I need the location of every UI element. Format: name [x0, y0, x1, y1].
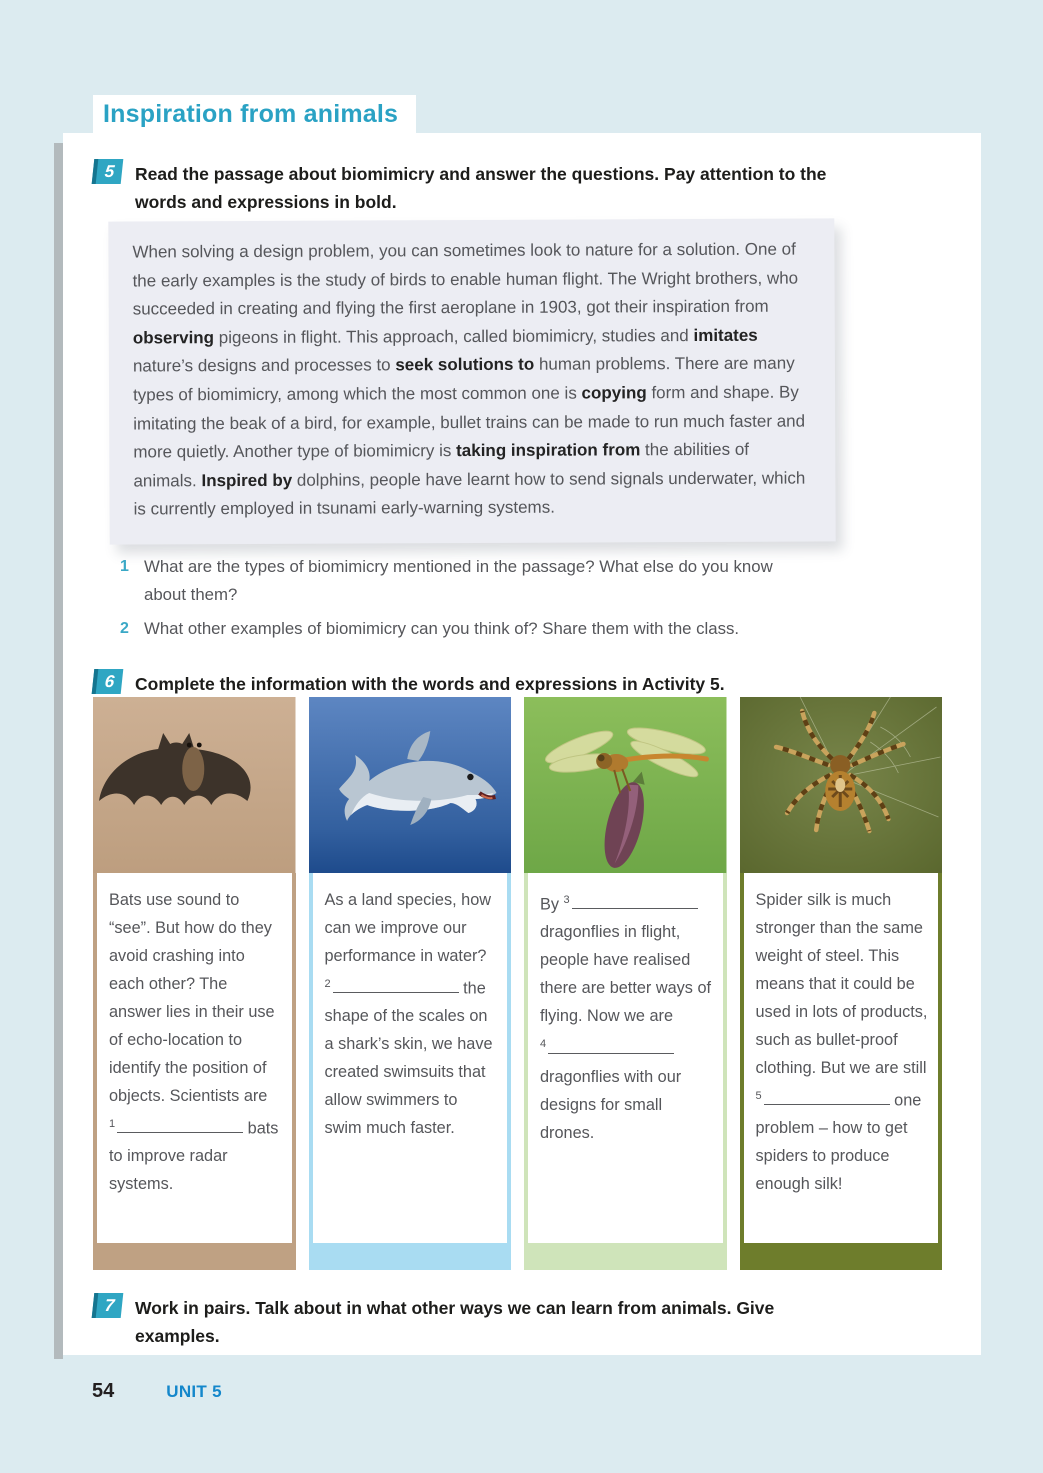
text-run: bats to improve radar systems.	[109, 1119, 279, 1194]
animal-cards	[93, 697, 942, 1270]
spider-card	[740, 697, 943, 1270]
spider-photo	[740, 697, 943, 873]
text-run: the shape of the scales on a shark’s skin, we have created swimsuits that allow swimmers to swim much faster.	[324, 979, 493, 1138]
activity-7-badge: 7	[92, 1293, 124, 1318]
dragonfly-accent-bar	[524, 1243, 727, 1270]
unit-label: UNIT 5	[166, 1382, 222, 1401]
blank-number: 2	[324, 978, 331, 990]
text-run: dragonflies with our designs for small drones.	[540, 1067, 682, 1142]
page-title: Inspiration from animals	[103, 100, 399, 128]
page-title-band	[93, 95, 416, 136]
text-run: dolphins, people have learnt how to send signals underwater, which is currently employed in tsunami early-warning systems.	[133, 468, 806, 519]
spider-image	[740, 697, 943, 873]
activity-5-instruction: Read the passage about biomimicry and answer the questions. Pay attention to the words and expressions in bold.	[135, 164, 827, 212]
bold-term: taking inspiration from	[456, 440, 641, 461]
shark-photo	[309, 697, 512, 873]
blank-number: 1	[109, 1118, 116, 1130]
fill-in-blank-2[interactable]	[325, 970, 459, 1002]
bold-term: Inspired by	[201, 470, 293, 490]
bold-term: imitates	[693, 325, 758, 345]
content-panel	[63, 133, 981, 1355]
blank-number: 3	[563, 894, 570, 906]
bold-term: seek solutions to	[395, 355, 535, 375]
activity-7-header	[93, 1294, 855, 1350]
text-run: human problems. There are many types of biomimicry, among which the most common one is	[133, 353, 795, 405]
question-row	[120, 615, 820, 643]
bat-accent-bar	[93, 1243, 296, 1270]
text-run: When solving a design problem, you can sometimes look to nature for a solution. One of the early examples is the study of birds to enable human flight. The Wright brothers, who succeeded in creating and flying the first aeroplane in 1903, got their inspiration from	[132, 239, 799, 319]
bold-term: observing	[132, 327, 215, 348]
spider-accent-bar	[740, 1243, 943, 1270]
activity-7-instruction: Work in pairs. Talk about in what other ways we can learn from animals. Give examples.	[135, 1298, 775, 1346]
bat-image	[93, 697, 296, 873]
question-number: 1	[120, 558, 129, 575]
text-run: Spider silk is much stronger than the same weight of steel. This means that it could be used in lots of products, such as bullet-proof clothing. But we are still	[755, 891, 928, 1077]
activity-6-instruction: Complete the information with the words and expressions in Activity 5.	[135, 674, 725, 694]
fill-in-blank-4[interactable]	[540, 1030, 674, 1062]
shark-image	[309, 697, 512, 873]
activity-6-badge: 6	[92, 669, 124, 694]
bold-term: copying	[581, 383, 647, 403]
biomimicry-passage	[108, 218, 835, 544]
text-run: nature’s designs and processes to	[132, 355, 396, 376]
shark-accent-bar	[309, 1243, 512, 1270]
bat-photo	[93, 697, 296, 873]
bat-card-text	[93, 873, 296, 1243]
text-run: form and shape. By imitating the beak of a bird, for example, bullet trains can be made to run much faster and more quietly. Another type of biomimicry is	[133, 382, 806, 462]
spider-card-text	[740, 873, 943, 1243]
text-run: dragonflies in flight, people have realised there are better ways of flying. Now we are	[540, 923, 712, 1026]
dragonfly-image	[524, 697, 727, 873]
dragonfly-photo	[524, 697, 727, 873]
dragonfly-card-text	[524, 873, 727, 1243]
page-number: 54	[92, 1380, 115, 1402]
fill-in-blank-3[interactable]	[564, 886, 698, 918]
text-run: By	[540, 895, 564, 914]
blank-line	[333, 979, 459, 993]
dragonfly-card	[524, 697, 727, 1270]
activity-6-header	[93, 670, 725, 698]
bat-card	[93, 697, 296, 1270]
question-text: What are the types of biomimicry mentioned in the passage? What else do you know about them?	[144, 557, 773, 604]
blank-line	[117, 1119, 243, 1133]
shark-card-text	[309, 873, 512, 1243]
text-run: one problem – how to get spiders to produce enough silk!	[755, 1091, 922, 1194]
blank-number: 5	[755, 1090, 762, 1102]
question-text: What other examples of biomimicry can you think of? Share them with the class.	[144, 619, 740, 638]
question-list	[120, 553, 820, 649]
question-row	[120, 553, 820, 609]
blank-number: 4	[540, 1038, 547, 1051]
activity-5-header	[93, 160, 855, 216]
shark-card	[309, 697, 512, 1270]
fill-in-blank-1[interactable]	[109, 1110, 243, 1142]
blank-line	[548, 1040, 674, 1054]
text-run: pigeons in flight. This approach, called biomimicry, studies and	[214, 325, 694, 347]
text-run: Bats use sound to “see”. But how do they avoid crashing into each other? The answer lies in their use of echo-location to identify the position of objects. Scientists are	[109, 891, 275, 1105]
activity-5-badge: 5	[92, 159, 124, 184]
blank-line	[572, 895, 698, 909]
text-run: the abilities of animals.	[133, 439, 750, 491]
blank-line	[764, 1091, 890, 1105]
question-number: 2	[120, 620, 129, 637]
page-footer	[92, 1380, 222, 1403]
fill-in-blank-5[interactable]	[756, 1082, 890, 1114]
text-run: As a land species, how can we improve our performance in water?	[324, 891, 492, 965]
